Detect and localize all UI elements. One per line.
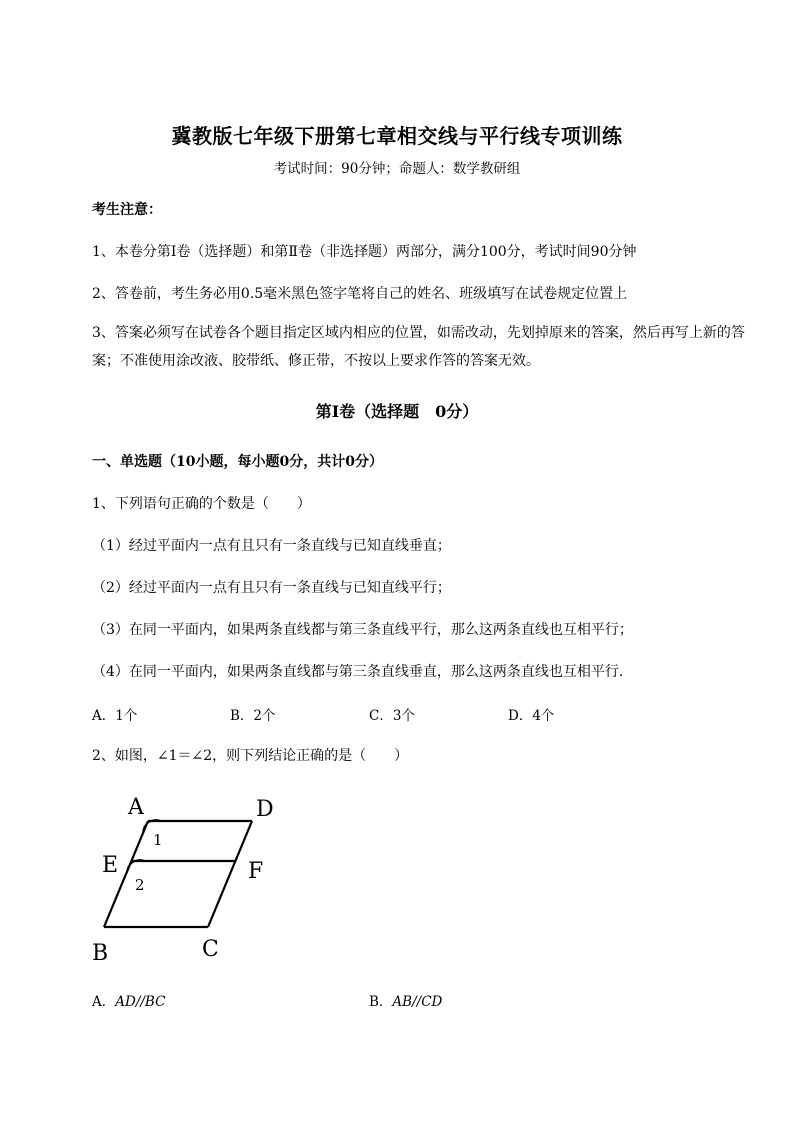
vertex-label-f: F (248, 859, 264, 884)
document-subtitle: 考试时间：90分钟；命题人：数学教研组 (273, 161, 521, 177)
parallelogram-figure (88, 788, 288, 968)
question-1-option-c[interactable]: C．3个 (369, 708, 415, 724)
notice-heading: 考生注意： (92, 202, 162, 218)
vertex-label-d: D (256, 797, 274, 822)
part-heading: 一、单选题（10小题，每小题0分，共计0分） (92, 454, 383, 470)
segment-dc (208, 821, 252, 927)
question-1-statement-3: （3）在同一平面内，如果两条直线都与第三条直线平行，那么这两条直线也互相平行； (92, 622, 633, 638)
vertex-label-b: B (92, 941, 109, 966)
question-1-statement-2: （2）经过平面内一点有且只有一条直线与已知直线平行； (92, 580, 451, 596)
notice-item-3: 3、答案必须写在试卷各个题目指定区域内相应的位置，如需改动，先划掉原来的答案，然后再写上新的答案；不准使用涂改液、胶带纸、修正带，不按以上要求作答的答案无效。 (92, 325, 745, 369)
vertex-label-a: A (128, 795, 144, 820)
notice-item-1: 1、本卷分第Ⅰ卷（选择题）和第Ⅱ卷（非选择题）两部分，满分100分，考试时间90分钟 (92, 244, 637, 260)
vertex-label-c: C (202, 937, 219, 962)
notice-item-2: 2、答卷前，考生务必用0.5毫米黑色签字笔将自己的姓名、班级填写在试卷规定位置上 (92, 286, 628, 302)
question-1-statement-1: （1）经过平面内一点有且只有一条直线与已知直线垂直； (92, 538, 451, 554)
section-title: 第Ⅰ卷（选择题 0分） (315, 402, 479, 421)
question-2-stem: 2、如图，∠1＝∠2，则下列结论正确的是（ ） (92, 748, 409, 764)
question-1-option-a[interactable]: A．1个 (92, 708, 138, 724)
question-2-option-b-prefix: B． (369, 994, 393, 1010)
question-1-statement-4: （4）在同一平面内，如果两条直线都与第三条直线垂直，那么这两条直线也互相平行． (92, 664, 633, 680)
document-title: 冀教版七年级下册第七章相交线与平行线专项训练 (171, 124, 623, 148)
angle-1-label: 1 (153, 831, 163, 849)
vertex-label-e: E (102, 853, 119, 878)
question-1-option-b[interactable]: B．2个 (230, 708, 276, 724)
question-1-option-d[interactable]: D．4个 (508, 708, 555, 724)
question-2-option-a-prefix: A． (92, 994, 116, 1010)
question-2-option-a-text: AD//BC (115, 994, 166, 1010)
question-2-option-b[interactable] (369, 990, 442, 1010)
angle-2-label: 2 (135, 876, 145, 894)
question-1-stem: 1、下列语句正确的个数是（ ） (92, 496, 311, 512)
question-2-option-b-text: AB//CD (392, 994, 443, 1010)
question-2-option-a[interactable] (92, 990, 165, 1010)
